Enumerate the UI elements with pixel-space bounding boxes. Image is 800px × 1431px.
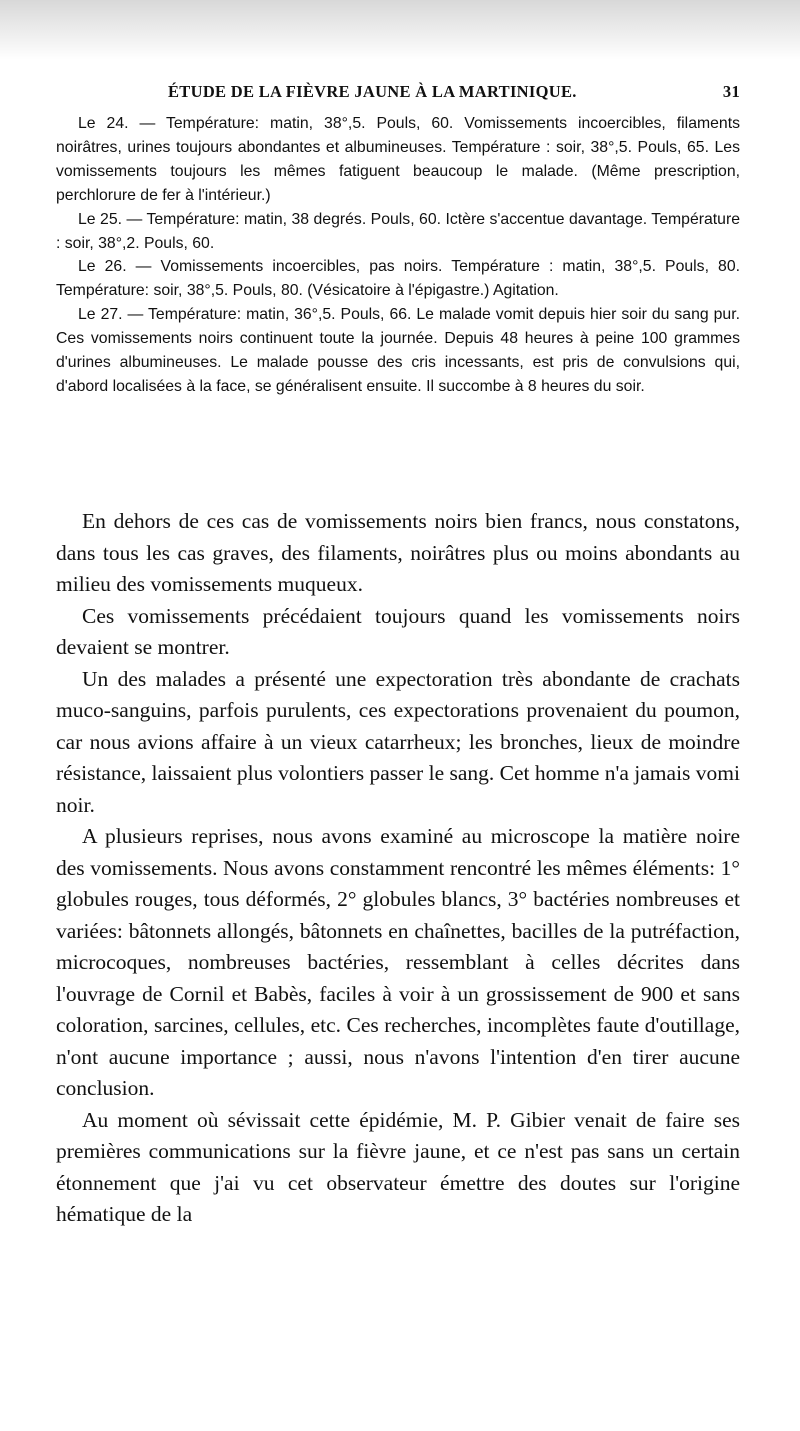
paragraph-black-vomit: En dehors de ces cas de vomissements noirs bien francs, nous constatons, dans tous les cas graves, des filaments, noirâtres plus ou moins abondants au milieu des vomissements muqueux. (56, 509, 740, 596)
running-title: ÉTUDE DE LA FIÈVRE JAUNE À LA MARTINIQUE. (168, 82, 577, 101)
running-header (168, 82, 740, 102)
paragraph-microscope: A plusieurs reprises, nous avons examiné au microscope la matière noire des vomissements. Nous avons constamment rencontré les mêmes éléments: 1° globules rouges, tous déformés, 2° globules blancs, 3° bactéries nombreuses et variées: bâtonnets allongés, bâtonnets en chaînettes, bacilles de la putréfaction, microcoques, nombreuses bactéries, ressemblant à celles décrites dans l'ouvrage de Cornil et Babès, faciles à voir à un grossissement de 900 et sans coloration, sarcines, cellules, etc. Ces recherches, incomplètes faute d'outillage, n'ont aucune importance ; aussi, nous n'avons l'intention d'en tirer aucune conclusion. (56, 824, 740, 1100)
paragraph-gibier: Au moment où sévissait cette épidémie, M. P. Gibier venait de faire ses premières communications sur la fièvre jaune, et ce n'est pas sans un certain étonnement que j'ai vu cet observateur émettre des doutes sur l'origine hématique de la (56, 1107, 740, 1226)
scan-shadow (0, 0, 800, 60)
paragraph-preceding: Ces vomissements précédaient toujours quand les vomissements noirs devaient se montrer. (56, 603, 740, 659)
body-text (56, 506, 740, 1231)
case-note-26: Le 26. — Vomissements incoercibles, pas noirs. Température : matin, 38°,5. Pouls, 80. Température: soir, 38°,5. Pouls, 80. (Vésicatoire à l'épigastre.) Agitation. (56, 258, 740, 300)
case-note-25: Le 25. — Température: matin, 38 degrés. Pouls, 60. Ictère s'accentue davantage. Température : soir, 38°,2. Pouls, 60. (56, 210, 740, 252)
paragraph-expectoration: Un des malades a présenté une expectoration très abondante de crachats muco-sanguins, parfois purulents, ces expectorations provenaient du poumon, car nous avions affaire à un vieux catarrheux; les bronches, lieux de moindre résistance, laissaient plus volontiers passer le sang. Cet homme n'a jamais vomi noir. (56, 666, 740, 817)
case-notes (56, 112, 740, 399)
case-note-27: Le 27. — Température: matin, 36°,5. Pouls, 66. Le malade vomit depuis hier soir du sang pur. Ces vomissements noirs continuent toute la journée. Depuis 48 heures à peine 100 grammes d'urines albumineuses. Le malade pousse des cris incessants, est pris de convulsions qui, d'abord localisées à la face, se généralisent ensuite. Il succombe à 8 heures du soir. (56, 306, 740, 395)
page-number: 31 (722, 82, 740, 101)
case-note-24: Le 24. — Température: matin, 38°,5. Pouls, 60. Vomissements incoercibles, filaments noirâtres, urines toujours abondantes et albumineuses. Température : soir, 38°,5. Pouls, 65. Les vomissements toujours les mêmes fatiguent beaucoup le malade. (Même prescription, perchlorure de fer à l'intérieur.) (56, 115, 740, 204)
